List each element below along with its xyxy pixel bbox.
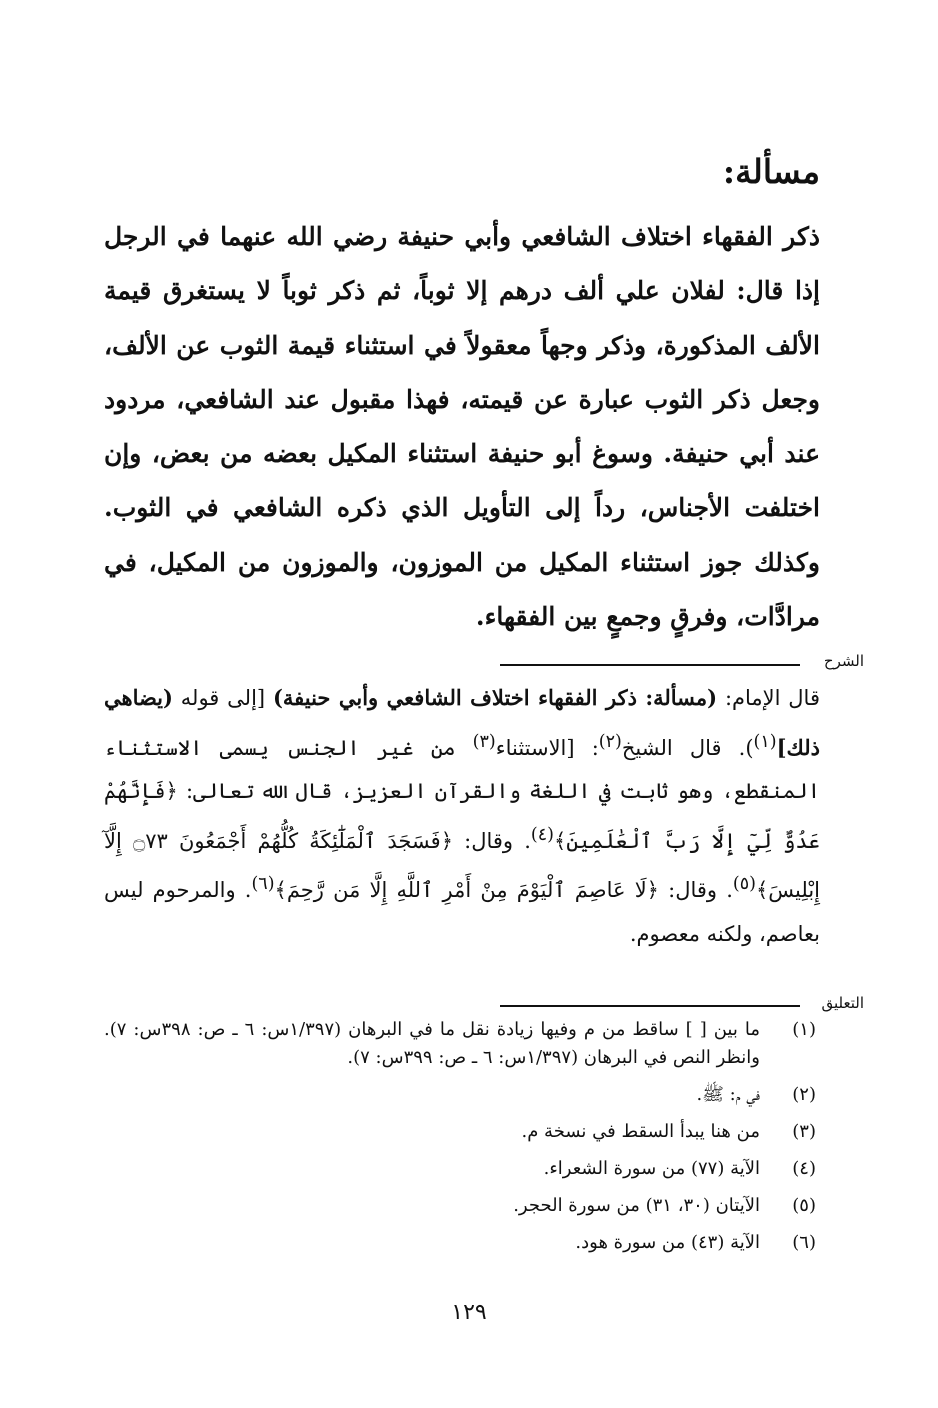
footnote-number: (٢) [792,1084,816,1105]
footnote-text: الآية (٧٧) من سورة الشعراء. [543,1158,760,1179]
footnote-ref-2: (٢) [598,731,622,752]
footnote-number: (٦) [792,1232,816,1253]
footnote-text: من هنا يبدأ السقط في نسخة م. [521,1121,760,1142]
footnote-ref-3: (٣) [472,731,496,752]
footnote-number: (٤) [792,1158,816,1179]
footnote [104,1229,816,1257]
footnote-number: (٣) [792,1121,816,1142]
footnote-text: في م: ﷺ. [696,1084,760,1105]
footnote [104,1155,816,1183]
footnote-number: (٥) [792,1195,816,1216]
footnote-ref-1: (١) [753,731,777,752]
notes-divider [500,1005,800,1007]
section-heading: مسألة: [722,152,820,191]
commentary-text-part: من غير الجنس يسمى الاستثناء المنقطع، وهو ثابت في اللغة والقرآن العزيز، قال الله تعالى: ﴿فَإِنَّهُمْ عَدُوٌّ لِّيٓ إِلَّا رَبَّ ٱلْعَٰلَمِينَ﴾ [104,735,820,853]
sharh-label: الشرح [823,652,864,670]
commentary-quote: (مسألة: ذكر الفقهاء اختلاف الشافعي وأبي حنيفة) [272,685,718,710]
footnote-ref-5: (٥) [732,874,756,895]
commentary-text-part: . وقال: ﴿فَسَجَدَ ٱلْمَلَٰٓئِكَةُ كُلُّهُمْ أَجْمَعُونَ ۝٧٣ إِلَّآ إِبْلِيسَ﴾ [104,828,821,903]
commentary-quote-end: (يضاهي ذلك] [104,685,820,760]
footnote [104,1192,816,1220]
footnote [104,1118,816,1146]
footnote [104,1081,816,1109]
footnote-ref-4: (٤) [530,824,554,845]
commentary-text-part: . وقال: ﴿لَا عَاصِمَ ٱلْيَوْمَ مِنْ أَمْرِ ٱللَّهِ إِلَّا مَن رَّحِمَ﴾ [274,878,733,903]
commentary-text-part: [إلى قوله [172,686,273,710]
footnote-text: ما بين [ ] ساقط من م وفيها زيادة نقل ما في البرهان (١/٣٩٧س: ٦ ـ ص: ٣٩٨س: ٧). وانظر النص في البرهان (١/٣٩٧س: ٦ ـ ص: ٣٩٩س: ٧). [104,1019,761,1068]
commentary-intro: قال الإمام: [717,686,820,710]
footnote-number: (١) [792,1019,816,1040]
notes-label: التعليق [821,994,864,1012]
commentary-text [104,676,820,957]
commentary-text-part: ). قال الشيخ [621,735,754,760]
footnote [104,1016,816,1072]
commentary-text-part: . والمرحوم ليس بعاصم، ولكنه معصوم. [104,878,820,946]
sharh-divider [500,664,800,666]
footnote-text: الآية (٤٣) من سورة هود. [575,1232,760,1253]
commentary-text-part: : [الاستثناء [495,735,599,760]
main-text: ذكر الفقهاء اختلاف الشافعي وأبي حنيفة رضي الله عنهما في الرجل إذا قال: لفلان علي ألف درهم إلا ثوباً، ثم ذكر ثوباً لا يستغرق قيمة الألف المذكورة، وذكر وجهاً معقولاً في استثناء قيمة الثوب عن الألف، وجعل ذكر الثوب عبارة عن قيمته، فهذا مقبول عند الشافعي، مردود عند أبي حنيفة. وسوغ أبو حنيفة استثناء المكيل بعضه من بعض، وإن اختلفت الأجناس، رداً إلى التأويل الذي ذكره الشافعي في الثوب. وكذلك جوز استثناء المكيل من الموزون، والموزون من المكيل، في مرادَّات، وفرقٍ وجمعٍ بين الفقهاء. [104,222,820,632]
page-number: ١٢٩ [451,1300,487,1325]
footnote-text: الآيتان (٣٠، ٣١) من سورة الحجر. [513,1195,760,1216]
footnote-ref-6: (٦) [251,874,275,895]
footnotes-list [104,1016,816,1266]
